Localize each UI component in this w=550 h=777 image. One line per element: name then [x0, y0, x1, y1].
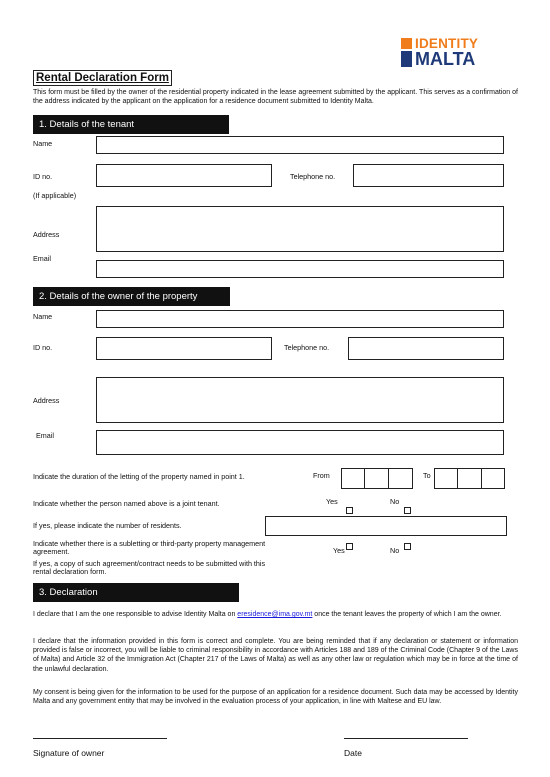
owner-telephone-label: Telephone no.	[284, 343, 330, 352]
tenant-email-field[interactable]	[96, 260, 504, 278]
declaration-consent: My consent is being given for the information to be used for the purpose of an application for a residence document. Such data may be accessed by Identity Malta and any government entity that may be involved in the evaluation process of your application, in line with Maltese and EU law.	[33, 689, 518, 706]
page-title: Rental Declaration Form	[33, 70, 172, 86]
section3-heading: 3. Declaration	[33, 583, 239, 602]
tenant-name-field[interactable]	[96, 136, 504, 154]
tenant-address-field[interactable]	[96, 206, 504, 252]
joint-no-checkbox[interactable]	[404, 507, 411, 514]
if-applicable-note: (If applicable)	[33, 191, 77, 200]
date-signature-line[interactable]	[344, 738, 468, 739]
tenant-email-label: Email	[33, 254, 51, 263]
to-day-cell[interactable]	[434, 468, 458, 489]
residents-field[interactable]	[265, 516, 507, 536]
tenant-address-label: Address	[33, 230, 60, 239]
identity-malta-logo	[401, 36, 496, 72]
owner-address-label: Address	[33, 396, 60, 405]
to-year-cell[interactable]	[481, 468, 505, 489]
logo-text-malta: MALTA	[415, 49, 476, 69]
subletting-no-checkbox[interactable]	[404, 543, 411, 550]
logo-text-identity: IDENTITY	[415, 36, 479, 51]
declaration-responsibility-text-1: I declare that I am the one responsible to advise Identity Malta on	[33, 611, 238, 618]
date-label: Date	[344, 748, 362, 758]
duration-label: Indicate the duration of the letting of the property named in point 1.	[33, 472, 245, 481]
declaration-correctness: I declare that the information provided in this form is correct and complete. You are being reminded that if any declaration or statement or information provided is false or incorrect, you will be liable to criminal responsibility in accordance with Articles 188 and 189 of the Criminal Code (Chapter 9 of the Laws of Malta) and Article 32 of the Immigration Act (Chapter 217 of the Laws of Malta) as well as any other law or regulation which may be in force at the time of the unlawful declaration.	[33, 638, 518, 673]
to-label: To	[423, 471, 431, 480]
owner-email-label: Email	[36, 431, 54, 440]
joint-yes-checkbox[interactable]	[346, 507, 353, 514]
logo-mark-icon	[401, 38, 412, 49]
tenant-id-field[interactable]	[96, 164, 272, 187]
owner-signature-line[interactable]	[33, 738, 167, 739]
subletting-label-line1: Indicate whether there is a subletting or third-party property management	[33, 539, 266, 548]
copy-note-line1: If yes, a copy of such agreement/contract needs to be submitted with this	[33, 559, 266, 568]
section1-heading: 1. Details of the tenant	[33, 115, 229, 134]
eresidence-email-link[interactable]: eresidence@ima.gov.mt	[237, 611, 313, 618]
to-month-cell[interactable]	[457, 468, 482, 489]
from-label: From	[313, 471, 330, 480]
declaration-responsibility-text-2: once the tenant leaves the property of which I am the owner.	[312, 611, 502, 618]
logo-mark-icon-lower	[401, 51, 412, 67]
joint-tenant-label: Indicate whether the person named above is a joint tenant.	[33, 499, 220, 508]
tenant-id-label: ID no.	[33, 172, 53, 181]
subletting-yes-label: Yes	[333, 546, 345, 555]
tenant-name-label: Name	[33, 139, 53, 148]
owner-id-field[interactable]	[96, 337, 272, 360]
owner-name-field[interactable]	[96, 310, 504, 328]
section2-heading: 2. Details of the owner of the property	[33, 287, 230, 306]
intro-text: This form must be filled by the owner of the residential property indicated in the lease agreement submitted by the applicant. This serves as a confirmation of the address indicated by the applicant on the application for a residence document submitted to Identity Malta.	[33, 89, 518, 106]
owner-address-field[interactable]	[96, 377, 504, 423]
declaration-responsibility	[33, 610, 518, 619]
joint-yes-label: Yes	[326, 497, 338, 506]
owner-id-label: ID no.	[33, 343, 53, 352]
subletting-label-line2: agreement.	[33, 547, 70, 556]
tenant-telephone-field[interactable]	[353, 164, 504, 187]
residents-label: If yes, please indicate the number of residents.	[33, 521, 182, 530]
owner-email-field[interactable]	[96, 430, 504, 455]
owner-name-label: Name	[33, 312, 53, 321]
owner-signature-label: Signature of owner	[33, 748, 105, 758]
subletting-no-label: No	[390, 546, 400, 555]
copy-note-line2: rental declaration form.	[33, 567, 107, 576]
subletting-yes-checkbox[interactable]	[346, 543, 353, 550]
tenant-telephone-label: Telephone no.	[290, 172, 336, 181]
joint-no-label: No	[390, 497, 400, 506]
from-day-cell[interactable]	[341, 468, 365, 489]
from-year-cell[interactable]	[388, 468, 413, 489]
owner-telephone-field[interactable]	[348, 337, 504, 360]
from-month-cell[interactable]	[364, 468, 389, 489]
